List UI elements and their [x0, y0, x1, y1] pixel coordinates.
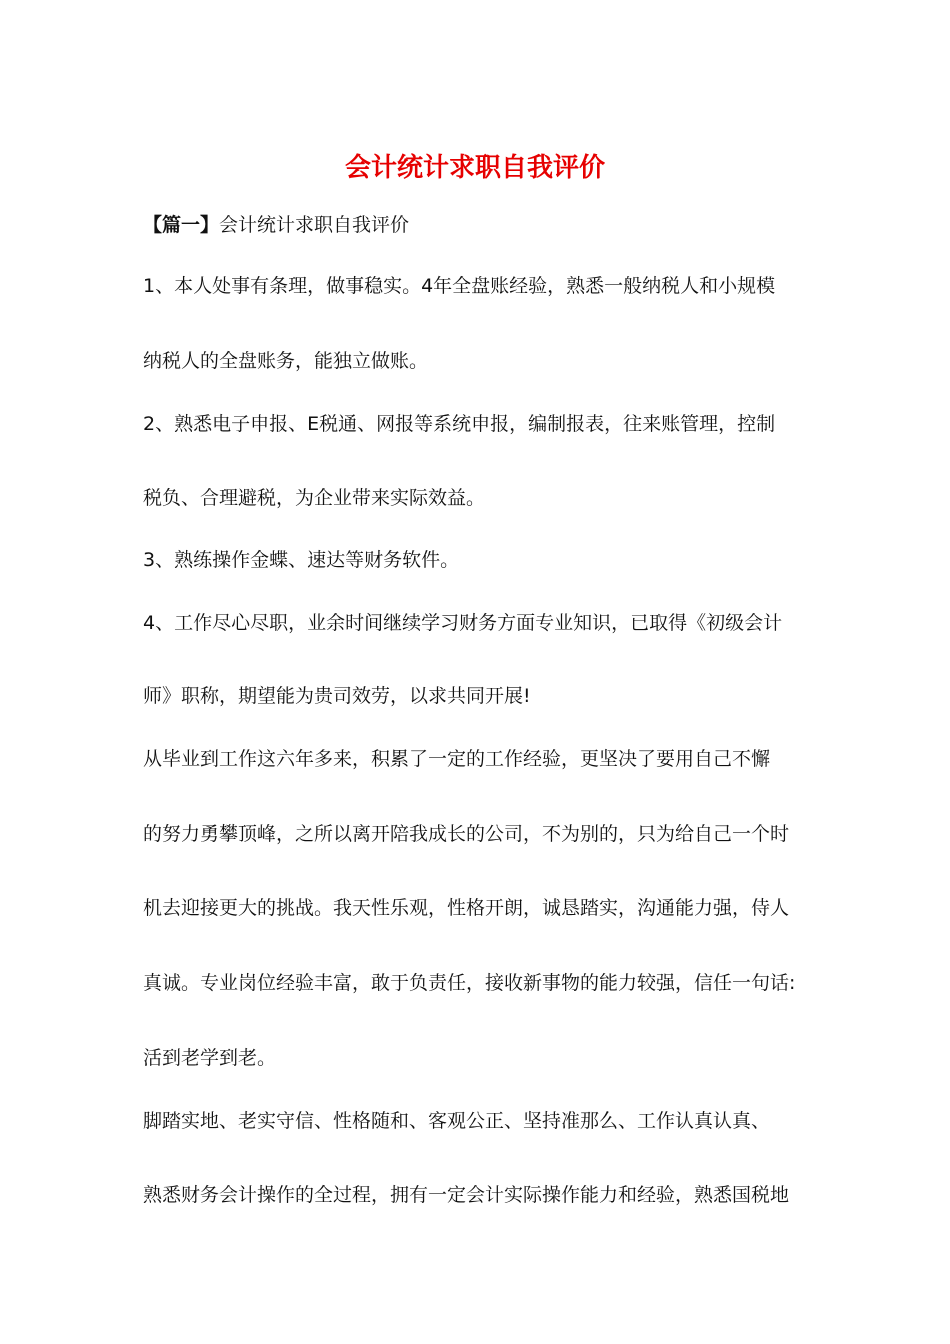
paragraph-line: 脚踏实地、老实守信、性格随和、客观公正、坚持准那么、工作认真认真、: [143, 1110, 771, 1132]
paragraph-line: 师》职称，期望能为贵司效劳，以求共同开展!: [143, 685, 531, 707]
paragraph-line: 熟悉财务会计操作的全过程，拥有一定会计实际操作能力和经验，熟悉国税地: [143, 1184, 790, 1206]
paragraph-line: 活到老学到老。: [143, 1047, 277, 1069]
paragraph-line: 2、熟悉电子申报、E税通、网报等系统申报，编制报表，往来账管理，控制: [143, 413, 776, 435]
paragraph-line: 3、熟练操作金蝶、速达等财务软件。: [143, 549, 460, 571]
paragraph-line: 真诚。专业岗位经验丰富，敢于负责任，接收新事物的能力较强，信任一句话:: [143, 972, 796, 994]
paragraph-line: 4、工作尽心尽职，业余时间继续学习财务方面专业知识，已取得《初级会计: [143, 612, 783, 634]
section-heading-bracket: 【篇一】: [143, 214, 220, 236]
paragraph-line: 的努力勇攀顶峰，之所以离开陪我成长的公司，不为别的，只为给自己一个时: [143, 823, 790, 845]
paragraph-line: 纳税人的全盘账务，能独立做账。: [143, 350, 429, 372]
section-heading: [143, 211, 409, 239]
paragraph-line: 从毕业到工作这六年多来，积累了一定的工作经验，更坚决了要用自己不懈: [143, 748, 771, 770]
paragraph-line: 1、本人处事有条理，做事稳实。4年全盘账经验，熟悉一般纳税人和小规模: [143, 275, 776, 297]
section-heading-text: 会计统计求职自我评价: [219, 214, 410, 236]
paragraph-line: 机去迎接更大的挑战。我天性乐观，性格开朗，诚恳踏实，沟通能力强，侍人: [143, 897, 790, 919]
document-title: 会计统计求职自我评价: [344, 153, 605, 183]
paragraph-line: 税负、合理避税，为企业带来实际效益。: [143, 487, 486, 509]
